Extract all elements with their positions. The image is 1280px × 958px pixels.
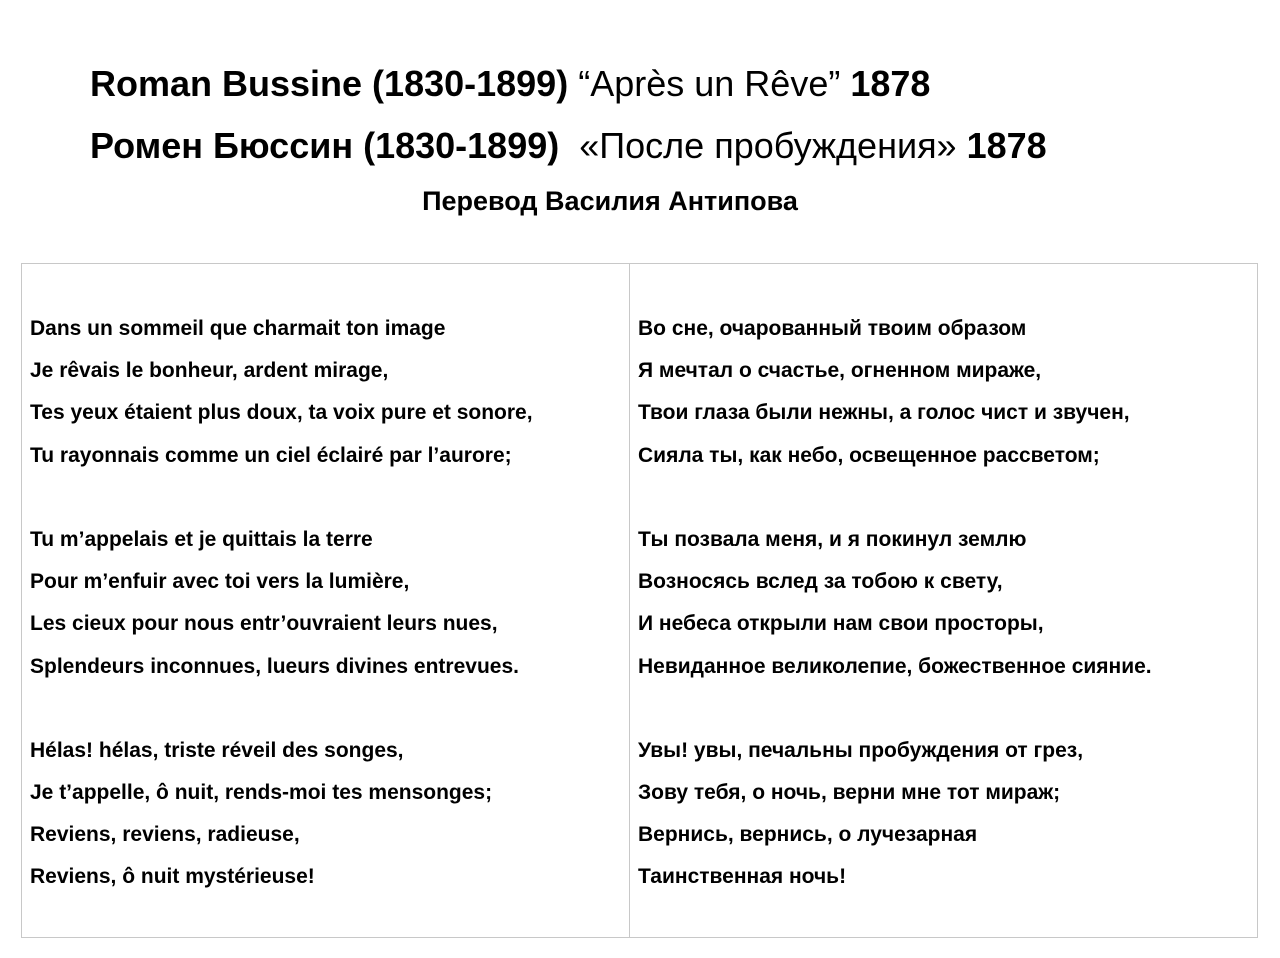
stanza-gap [30, 688, 533, 730]
verse-line: Зову тебя, о ночь, верни мне тот мираж; [638, 781, 1061, 805]
verse-line: Hélas! hélas, triste réveil des songes, [30, 738, 404, 762]
verse-line: Tu rayonnais comme un ciel éclairé par l’aurore; [30, 443, 512, 467]
verse-line: Ты позвала меня, и я покинул землю [638, 527, 1027, 551]
composer-russian: Ромен Бюссин (1830-1899) [90, 125, 560, 166]
verse-line: Невиданное великолепие, божественное сияние. [638, 654, 1152, 678]
russian-column [638, 308, 1152, 899]
title-russian [90, 124, 1047, 168]
verse-line: Reviens, reviens, radieuse, [30, 823, 300, 847]
stanza-gap [30, 477, 533, 519]
verse-line: Je rêvais le bonheur, ardent mirage, [30, 359, 389, 383]
title-french [90, 62, 930, 106]
verse-line: Je t’appelle, ô nuit, rends-moi tes mensonges; [30, 781, 493, 805]
verse-line: Tu m’appelais et je quittais la terre [30, 527, 373, 551]
verse-line: Таинственная ночь! [638, 865, 847, 889]
work-title-french: “Après un Rêve” [578, 63, 841, 104]
verse-line: Pour m’enfuir avec toi vers la lumière, [30, 570, 410, 594]
verse-line: Возносясь вслед за тобою к свету, [638, 570, 1003, 594]
verse-line: Les cieux pour nous entr’ouvraient leurs nues, [30, 612, 498, 636]
french-column [30, 308, 533, 899]
verse-line: Во сне, очарованный твоим образом [638, 317, 1027, 340]
verse-line: И небеса открыли нам свои просторы, [638, 612, 1044, 636]
verse-line: Я мечтал о счастье, огненном мираже, [638, 359, 1042, 383]
stanza-gap [638, 477, 1152, 519]
year-russian: 1878 [966, 125, 1047, 166]
verse-line: Reviens, ô nuit mystérieuse! [30, 865, 315, 889]
verse-line: Splendeurs inconnues, lueurs divines entrevues. [30, 654, 519, 678]
verse-line: Dans un sommeil que charmait ton image [30, 317, 446, 340]
composer-french: Roman Bussine (1830-1899) [90, 63, 569, 104]
work-title-russian: «После пробуждения» [579, 125, 957, 166]
verse-line: Вернись, вернись, о лучезарная [638, 823, 978, 847]
translator-credit: Перевод Василия Антипова [422, 186, 798, 216]
verse-line: Сияла ты, как небо, освещенное рассветом; [638, 443, 1100, 467]
year-french: 1878 [850, 63, 931, 104]
verse-line: Увы! увы, печальны пробуждения от грез, [638, 738, 1084, 762]
stanza-gap [638, 688, 1152, 730]
column-divider [629, 264, 630, 937]
verse-line: Tes yeux étaient plus doux, ta voix pure et sonore, [30, 401, 533, 425]
verse-line: Твои глаза были нежны, а голос чист и звучен, [638, 401, 1130, 425]
poem-table [21, 263, 1258, 938]
